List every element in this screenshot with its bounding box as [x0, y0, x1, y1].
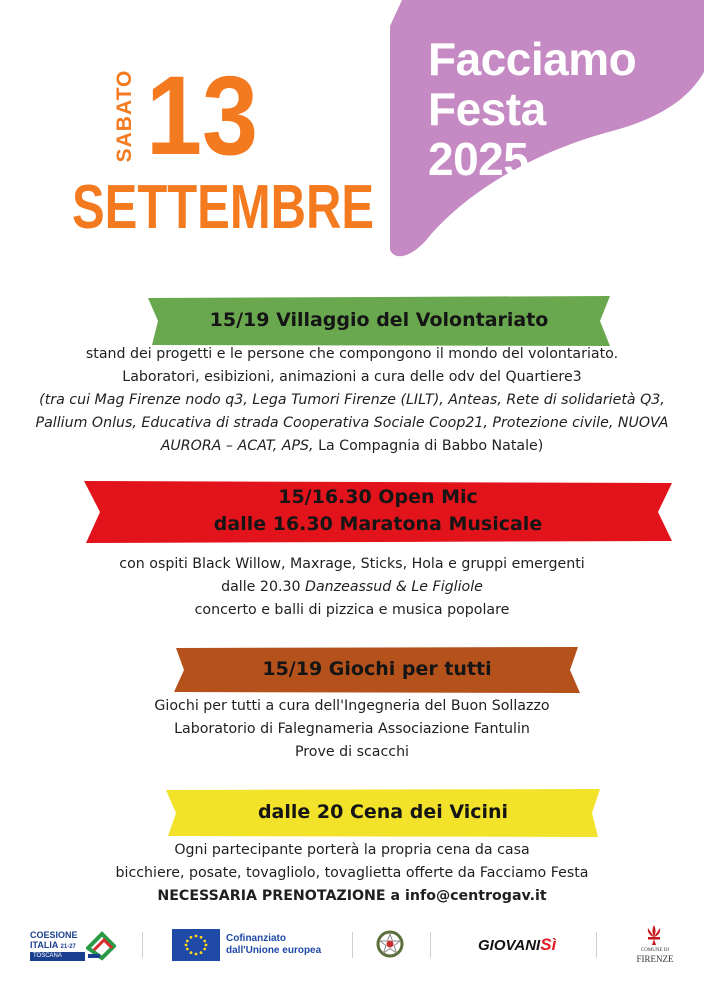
title-line: Facciamo: [428, 33, 637, 85]
day-name: [110, 64, 140, 168]
ribbon-line: dalle 16.30 Maratona Musicale: [213, 513, 543, 535]
logo-text: Cofinanziato: [226, 933, 286, 944]
text-line: bicchiere, posate, tovagliolo, tovaglietta offerte da Facciamo Festa: [115, 865, 589, 881]
text-line: (tra cui Mag Firenze nodo q3, Lega Tumori Firenze (LILT), Anteas, Rete di solidarietà Q3,: [39, 392, 665, 408]
section-cena-text: [0, 839, 704, 908]
section-open-mic-text: [0, 553, 704, 622]
text-fragment: Danzeassud & Le Figliole: [305, 579, 483, 595]
ribbon-open-mic: [84, 481, 672, 543]
ribbon-giochi: [174, 647, 580, 693]
logo-text: GIOVANI: [478, 937, 541, 954]
text-line: Giochi per tutti a cura dell'Ingegneria del Buon Sollazzo: [154, 698, 550, 714]
ribbon-cena: [166, 789, 600, 837]
logo-text: dall'Unione europea: [226, 945, 322, 956]
logo-text: COESIONE: [30, 930, 78, 940]
logo-text: Sì: [540, 935, 557, 954]
month-name: SETTEMBRE: [72, 173, 375, 242]
logo-text: TOSCANA: [30, 952, 85, 961]
logo-separator: [352, 932, 353, 958]
section-volontariato-text: [0, 343, 704, 458]
eu-cofinanced-logo: [172, 928, 332, 962]
reservation-line: NECESSARIA PRENOTAZIONE a info@centrogav.it: [157, 888, 547, 904]
logo-text: 21-27: [60, 944, 76, 950]
text-line: Pallium Onlus, Educativa di strada Cooperativa Sociale Coop21, Protezione civile, NUOVA: [35, 415, 669, 431]
text-line: Prove di scacchi: [294, 744, 410, 760]
ribbon-volontariato: [148, 296, 610, 346]
logo-separator: [596, 932, 597, 958]
ribbon-line: 15/16.30 Open Mic: [278, 486, 478, 508]
ribbon-title: 15/19 Villaggio del Volontariato: [209, 309, 549, 331]
title-line: 2025: [428, 133, 529, 185]
logo-text: COMUNE DI: [640, 948, 670, 953]
ribbon-title: [84, 484, 672, 538]
logo-text: ITALIA: [30, 940, 58, 950]
logo-text: FIRENZE: [636, 954, 674, 964]
text-fragment: AURORA – ACAT, APS,: [160, 438, 314, 454]
title-line: Festa: [428, 83, 546, 135]
logo-separator: [430, 932, 431, 958]
text-line: [0, 576, 704, 599]
text-line: [0, 435, 704, 458]
florence-lily-icon: [644, 924, 664, 946]
text-line: stand dei progetti e le persone che compongono il mondo del volontariato.: [85, 346, 619, 362]
coesione-italia-logo: [30, 928, 116, 964]
text-line: concerto e balli di pizzica e musica popolare: [194, 602, 510, 618]
event-title: [428, 34, 698, 184]
text-line: Laboratori, esibizioni, animazioni a cura delle odv del Quartiere3: [122, 369, 582, 385]
text-fragment: dalle 20.30: [221, 579, 306, 595]
text-line: con ospiti Black Willow, Maxrage, Sticks, Hola e gruppi emergenti: [119, 556, 585, 572]
italian-republic-emblem-icon: [376, 928, 404, 960]
day-name-text: SABATO: [113, 69, 136, 163]
ribbon-title: 15/19 Giochi per tutti: [262, 658, 492, 680]
section-giochi-text: [0, 695, 704, 764]
text-line: Ogni partecipante porterà la propria cena da casa: [174, 842, 530, 858]
giovanisi-logo: [478, 934, 556, 956]
coesione-arrow-icon: [86, 930, 116, 962]
eu-flag-icon: [172, 929, 220, 961]
day-number: 13: [146, 53, 259, 178]
ribbon-title: dalle 20 Cena dei Vicini: [257, 801, 509, 823]
text-fragment: La Compagnia di Babbo Natale): [313, 438, 544, 454]
text-line: Laboratorio di Falegnameria Associazione Fantulin: [174, 721, 530, 737]
logo-separator: [142, 932, 143, 958]
comune-firenze-logo: [634, 924, 676, 968]
